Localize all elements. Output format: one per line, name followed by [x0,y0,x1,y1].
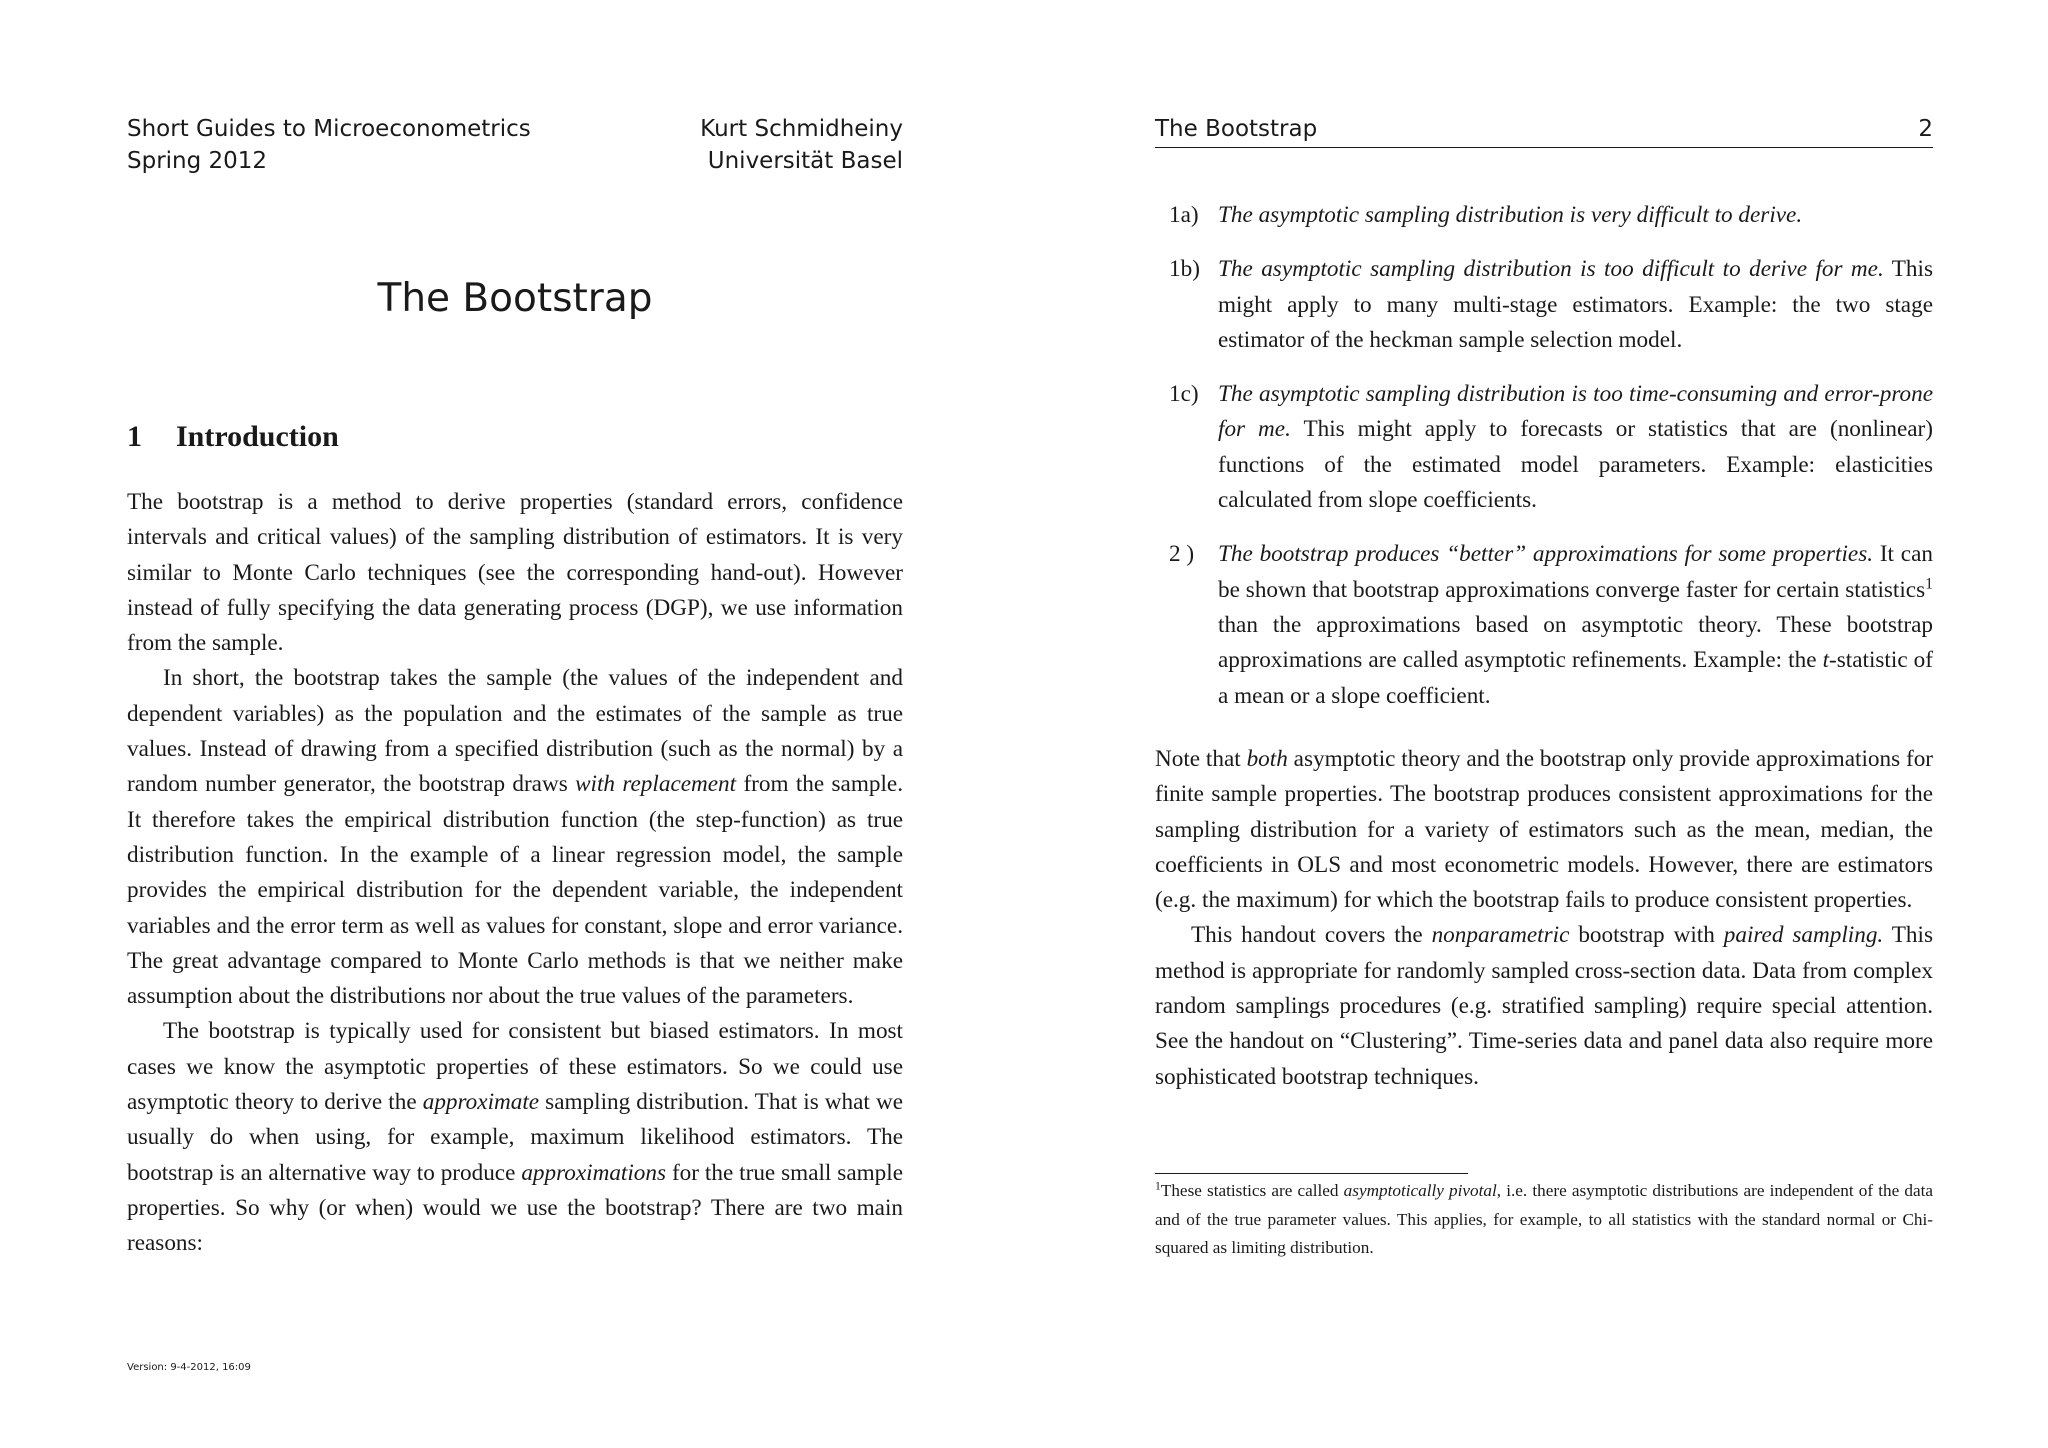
text-run: sampling distribution. That is what we usually do when using, for example, maximum likelihood estimators. The bootstrap is an alternative way to produce [127,1089,904,1186]
emphasis-text: with replacement [575,771,737,798]
text-run: than the approximations based on asymptotic theory. These bootstrap approximations are called asymptotic refinements. Example: the [1218,611,1933,674]
section-body [127,485,903,1262]
text-run: for the true small sample properties. So why (or when) would we use the bootstrap? There are two main reasons: [127,1159,903,1257]
paragraph [1155,742,1933,918]
list-item [1155,377,1933,518]
footnote [1155,1177,1933,1263]
section-number: 1 [127,420,142,453]
text-run: This method is appropriate for randomly sampled cross-section data. Data from complex random samplings procedures (e.g. stratified sampling) require special attention. See the handout on “Clustering”. Time-series data and panel data also require more sophisticated bootstrap techniques. [1155,922,1933,1090]
section-heading [127,420,339,454]
list-item [1155,537,1933,713]
text-run: In short, the bootstrap takes the sample (the values of the independent and dependent variables) as the population and the estimates of the sample as true values. Instead of drawing from a specified distribution (such as the normal) by a random number generator, the bootstrap draws [127,665,903,798]
list-item-text [1218,537,1933,713]
version-stamp: Version: 9-4-2012, 16:09 [127,1362,251,1373]
running-header [1155,113,1933,148]
text-run: from the sample. It therefore takes the empirical distribution function (the step-function) as true distribution function. In the example of a linear regression model, the sample provides the empirical distribution for the dependent variable, the independent variables and the error term as well as values for constant, slope and error variance. The great advantage compared to Monte Carlo methods is that we neither make assumption about the distributions nor about the true values of the parameters. [127,771,903,1010]
section-title: Introduction [176,420,339,453]
text-run: -statistic of a mean or a slope coefficient. [1218,647,1933,709]
paragraph [127,485,903,661]
left-page [127,0,903,1448]
page-header-right [700,113,903,177]
emphasis-text: The asymptotic sampling distribution is too time-consuming and error-prone for me. [1218,381,1933,443]
author-name: Kurt Schmidheiny [700,116,903,142]
paragraph [127,1014,903,1261]
body-text [1155,742,1933,1095]
emphasis-text: t [1822,647,1830,674]
running-title: The Bootstrap [1155,116,1318,142]
list-item [1155,252,1933,358]
list-item-label: 1c) [1169,381,1199,408]
emphasis-text: both [1246,746,1288,772]
footnote-text [1155,1177,1933,1263]
footnote-rule [1155,1173,1468,1174]
emphasis-text: The asymptotic sampling distribution is very difficult to derive. [1218,202,1803,228]
text-run: This handout covers the [1191,922,1432,949]
emphasis-text: approximations [521,1159,667,1186]
list-item-label: 1b) [1169,256,1200,283]
footnote-marker: 1 [1925,574,1933,592]
text-run: bootstrap with [1569,922,1724,949]
text-run: It can be shown that bootstrap approximations converge faster for certain statistics [1218,541,1933,603]
document-title: The Bootstrap [377,276,653,321]
footnote-marker: 1 [1155,1179,1161,1193]
text-run: Note that [1155,746,1247,772]
emphasis-text: The bootstrap produces “better” approximations for some properties. [1218,541,1874,568]
text-run: This might apply to many multi-stage estimators. Example: the two stage estimator of the heckman sample selection model. [1218,256,1933,353]
list-item-text [1218,252,1933,358]
text-run: asymptotic theory and the bootstrap only provide approximations for finite sample properties. The bootstrap produces consistent approximations for the sampling distribution for a variety of estimators such as the mean, median, the coefficients in OLS and most econometric models. However, there are estimators (e.g. the maximum) for which the bootstrap fails to produce consistent properties. [1155,746,1934,914]
list-item-label: 1a) [1169,202,1199,228]
page-header-left [127,113,531,177]
emphasis-text: nonparametric [1431,922,1570,949]
right-page [1155,0,1933,1448]
text-run: The bootstrap is a method to derive properties (standard errors, confidence intervals and critical values) of the sampling distribution of estimators. It is very similar to Monte Carlo techniques (see the corresponding hand-out). However instead of fully specifying the data generating process (DGP), we use information from the sample. [127,489,903,657]
reasons-list [1155,198,1933,733]
emphasis-text: The asymptotic sampling distribution is too difficult to derive for me. [1218,256,1884,283]
emphasis-text: paired sampling. [1723,922,1884,949]
author-affiliation: Universität Basel [707,148,903,174]
emphasis-text: approximate [422,1089,540,1116]
guide-series-title: Short Guides to Microeconometrics [127,116,531,142]
page-number: 2 [1918,116,1933,142]
list-item [1155,198,1933,233]
text-run: The bootstrap is typically used for consistent but biased estimators. In most cases we know the asymptotic properties of these estimators. So we could use asymptotic theory to derive the [127,1018,903,1116]
list-item-text [1218,377,1933,518]
emphasis-text: asymptotically pivotal [1343,1181,1497,1200]
text-run: , i.e. there asymptotic distributions are independent of the data and of the true parameter values. This applies, for example, to all statistics with the standard normal or Chi-squared as limiting distribution. [1155,1181,1934,1258]
guide-term: Spring 2012 [127,148,268,174]
text-run: These statistics are called [1160,1181,1344,1200]
list-item-text [1218,198,1933,233]
paragraph [127,661,903,1014]
list-item-label: 2 ) [1169,541,1195,568]
paragraph [1155,918,1933,1094]
text-run: This might apply to forecasts or statistics that are (nonlinear) functions of the estimated model parameters. Example: elasticities calculated from slope coefficients. [1218,416,1933,514]
